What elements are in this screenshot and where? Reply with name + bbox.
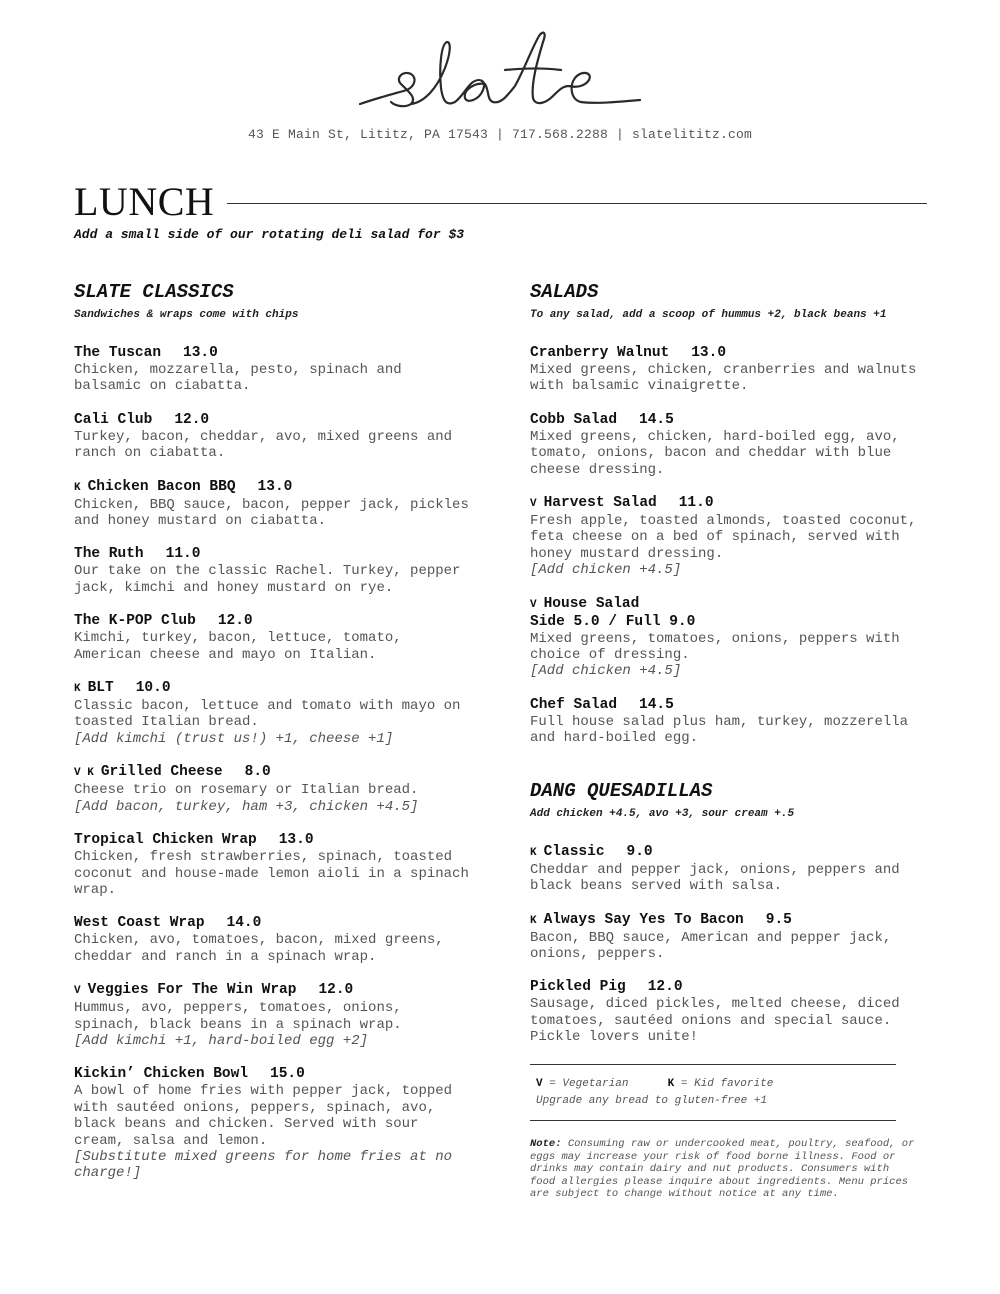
menu-item (74, 982, 474, 1049)
menu-item-name: House Salad (543, 595, 640, 612)
right-column (530, 280, 930, 1063)
menu-item-name: Always Say Yes To Bacon (543, 911, 744, 928)
menu-item-addon: [Add kimchi (trust us!) +1, cheese +1] (74, 730, 394, 747)
menu-item-description: Bacon, BBQ sauce, American and pepper jack, onions, peppers. (530, 929, 892, 962)
salads-list (530, 345, 930, 747)
menu-item-description: Chicken, fresh strawberries, spinach, toasted coconut and house-made lemon aioli in a spinach wrap. (74, 849, 469, 898)
legend (530, 1064, 896, 1121)
menu-item-description: Cheese trio on rosemary or Italian bread. (74, 782, 419, 799)
menu-item-header (74, 613, 474, 630)
menu-item (74, 680, 474, 747)
menu-item-description: Mixed greens, chicken, hard-boiled egg, avo, tomato, onions, bacon and cheddar with blue cheese dressing. (530, 428, 900, 478)
menu-item-header (530, 345, 930, 362)
menu-item-header (74, 1066, 474, 1083)
classics-list (74, 345, 474, 1182)
menu-item (530, 697, 930, 747)
menu-item-header (530, 844, 930, 862)
dietary-tag: V (74, 985, 81, 998)
section-subtitle-salads: To any salad, add a scoop of hummus +2, black beans +1 (530, 309, 887, 321)
menu-item-description: Sausage, diced pickles, melted cheese, diced tomatoes, sautéed onions and special sauce. Pickle lovers unite! (530, 996, 900, 1046)
menu-item-description: Cheddar and pepper jack, onions, peppers and black beans served with salsa. (530, 861, 900, 895)
menu-item-header (74, 412, 474, 429)
menu-item-description: Our take on the classic Rachel. Turkey, pepper jack, kimchi and honey mustard on rye. (74, 563, 461, 596)
menu-item-addon: [Add bacon, turkey, ham +3, chicken +4.5] (74, 798, 419, 815)
menu-item (74, 764, 474, 815)
menu-item (74, 345, 474, 395)
menu-item-price: 14.0 (226, 915, 262, 932)
menu-item-name: The Ruth (74, 546, 144, 563)
menu-item-header (74, 982, 474, 1000)
menu-item-price: 9.5 (765, 911, 792, 928)
menu-item-name: Chef Salad (530, 696, 618, 713)
menu-item-header (530, 495, 930, 513)
note-label: Note: (530, 1138, 562, 1150)
menu-item-name: Tropical Chicken Wrap (74, 832, 257, 849)
title-divider (227, 203, 927, 204)
menu-item-name: Chicken Bacon BBQ (87, 478, 236, 495)
menu-item-name: West Coast Wrap (74, 915, 205, 932)
dietary-tag: V (530, 498, 537, 511)
page-title: LUNCH (74, 179, 215, 224)
menu-item-description: Mixed greens, chicken, cranberries and walnuts with balsamic vinaigrette. (530, 362, 917, 395)
legend-v-label: = Vegetarian (549, 1078, 629, 1090)
menu-item-description: Chicken, mozzarella, pesto, spinach and balsamic on ciabatta. (74, 362, 402, 395)
menu-item (530, 912, 930, 963)
menu-item-name: Pickled Pig (530, 979, 626, 996)
slate-logo (355, 28, 645, 116)
menu-item-description: Fresh apple, toasted almonds, toasted coconut, feta cheese on a bed of spinach, served with honey mustard dressing. (530, 513, 917, 562)
lunch-side-note: Add a small side of our rotating deli salad for $3 (74, 227, 465, 242)
menu-item-name: Classic (543, 843, 605, 860)
menu-item-price: 15.0 (270, 1066, 305, 1083)
menu-item-header (74, 546, 474, 563)
menu-item-price: 8.0 (244, 764, 271, 781)
menu-item (530, 844, 930, 895)
menu-item-header (74, 345, 474, 362)
dietary-tag: V K (74, 767, 94, 780)
menu-item-description: Chicken, avo, tomatoes, bacon, mixed greens, cheddar and ranch in a spinach wrap. (74, 932, 444, 965)
menu-item (530, 412, 930, 478)
quesadillas-section (530, 779, 930, 1046)
menu-item-description: Chicken, BBQ sauce, bacon, pepper jack, pickles and honey mustard on ciabatta. (74, 496, 469, 530)
menu-item (530, 979, 930, 1045)
menu-item-price: 10.0 (135, 680, 171, 697)
menu-item-header (530, 412, 930, 429)
menu-item-price: 14.5 (639, 696, 674, 713)
section-title-salads: SALADS (530, 281, 599, 303)
menu-item-price: 13.0 (691, 345, 727, 361)
menu-item (74, 1066, 474, 1181)
allergy-note (530, 1138, 920, 1201)
menu-item (74, 915, 474, 965)
menu-item-price: 12.0 (318, 982, 354, 999)
legend-keys (536, 1076, 896, 1093)
menu-item (530, 495, 930, 579)
dietary-tag: K (530, 914, 537, 927)
menu-item (74, 479, 474, 530)
dietary-tag: V (530, 598, 537, 611)
menu-item (74, 412, 474, 462)
note-text: Consuming raw or undercooked meat, poultry, seafood, or eggs may increase your risk of food borne illness. Food or drinks may contain dairy and nut products. Consumers with food allergies please inquire about ingredients. Menu prices are subject to change without notice at any time. (530, 1138, 915, 1200)
menu-item-name: Harvest Salad (543, 495, 657, 512)
menu-item-description: Full house salad plus ham, turkey, mozzerella and hard-boiled egg. (530, 713, 909, 747)
menu-item-name: Cali Club (74, 411, 153, 428)
menu-item-price: 13.0 (183, 345, 218, 361)
menu-item-name: Cranberry Walnut (530, 345, 670, 361)
menu-item-name: BLT (87, 680, 114, 697)
menu-item-price: 11.0 (165, 546, 201, 563)
menu-item-name: The K-POP Club (74, 613, 196, 630)
legend-k-key: K (667, 1078, 675, 1090)
menu-item-header (74, 680, 474, 698)
menu-item-header (74, 832, 474, 849)
menu-item-header (530, 697, 930, 714)
menu-item-name: Kickin’ Chicken Bowl (74, 1066, 249, 1083)
menu-item-price: 13.0 (257, 478, 293, 495)
menu-item-price: 13.0 (278, 832, 314, 849)
dietary-tag: K (530, 846, 537, 859)
menu-item-price: Side 5.0 / Full 9.0 (530, 613, 696, 630)
menu-item-name: The Tuscan (74, 345, 162, 361)
left-column (74, 280, 474, 1199)
menu-item-description: A bowl of home fries with pepper jack, topped with sautéed onions, peppers, spinach, avo, black beans and chicken. Served with sour cream, salsa and lemon. (74, 1083, 453, 1149)
menu-item-description: Mixed greens, tomatoes, onions, peppers with choice of dressing. (530, 630, 900, 664)
menu-item (74, 613, 474, 663)
menu-item-header (530, 596, 930, 614)
menu-item (530, 345, 930, 395)
menu-item-price: 12.0 (647, 979, 683, 996)
section-title-quesadillas: DANG QUESADILLAS (530, 779, 713, 802)
menu-item-price: 9.0 (626, 843, 653, 860)
section-subtitle-quesadillas: Add chicken +4.5, avo +3, sour cream +.5 (530, 807, 795, 820)
dietary-tag: K (74, 481, 81, 494)
menu-item-addon: [Add chicken +4.5] (530, 663, 682, 680)
menu-item-price: 12.0 (217, 613, 253, 630)
legend-gluten-free: Upgrade any bread to gluten-free +1 (536, 1095, 768, 1107)
menu-item-description: Hummus, avo, peppers, tomatoes, onions, spinach, black beans in a spinach wrap. (74, 1000, 402, 1033)
menu-item-addon: [Add chicken +4.5] (530, 562, 682, 579)
menu-item-header (74, 479, 474, 497)
menu-item-addon: [Substitute mixed greens for home fries at no charge!] (74, 1148, 453, 1182)
contact-line: 43 E Main St, Lititz, PA 17543 | 717.568.2288 | slatelititz.com (247, 127, 753, 142)
menu-item-price: 14.5 (639, 411, 674, 428)
menu-item-name: Cobb Salad (530, 411, 618, 428)
menu-item-header (74, 915, 474, 932)
menu-item (74, 546, 474, 596)
section-title-classics: SLATE CLASSICS (74, 281, 234, 303)
menu-item-name: Grilled Cheese (100, 764, 223, 781)
menu-item (530, 596, 930, 680)
legend-v-key: V (536, 1078, 543, 1090)
legend-k-label: = Kid favorite (680, 1078, 774, 1090)
menu-item-header (530, 979, 930, 996)
quesadillas-list (530, 844, 930, 1046)
menu-item-addon: [Add kimchi +1, hard-boiled egg +2] (74, 1032, 369, 1049)
slate-script-logo (355, 28, 645, 116)
menu-item (74, 832, 474, 898)
menu-item-description: Kimchi, turkey, bacon, lettuce, tomato, American cheese and mayo on Italian. (74, 630, 402, 663)
menu-item-price: 11.0 (678, 495, 714, 512)
menu-item-price: 12.0 (174, 411, 210, 428)
menu-item-header (530, 912, 930, 930)
menu-item-description: Turkey, bacon, cheddar, avo, mixed greens and ranch on ciabatta. (74, 428, 453, 462)
menu-item-name: Veggies For The Win Wrap (87, 982, 297, 999)
dietary-tag: K (74, 683, 81, 696)
menu-item-header (74, 764, 474, 782)
section-subtitle-classics: Sandwiches & wraps come with chips (74, 309, 299, 321)
menu-item-description: Classic bacon, lettuce and tomato with mayo on toasted Italian bread. (74, 698, 461, 731)
